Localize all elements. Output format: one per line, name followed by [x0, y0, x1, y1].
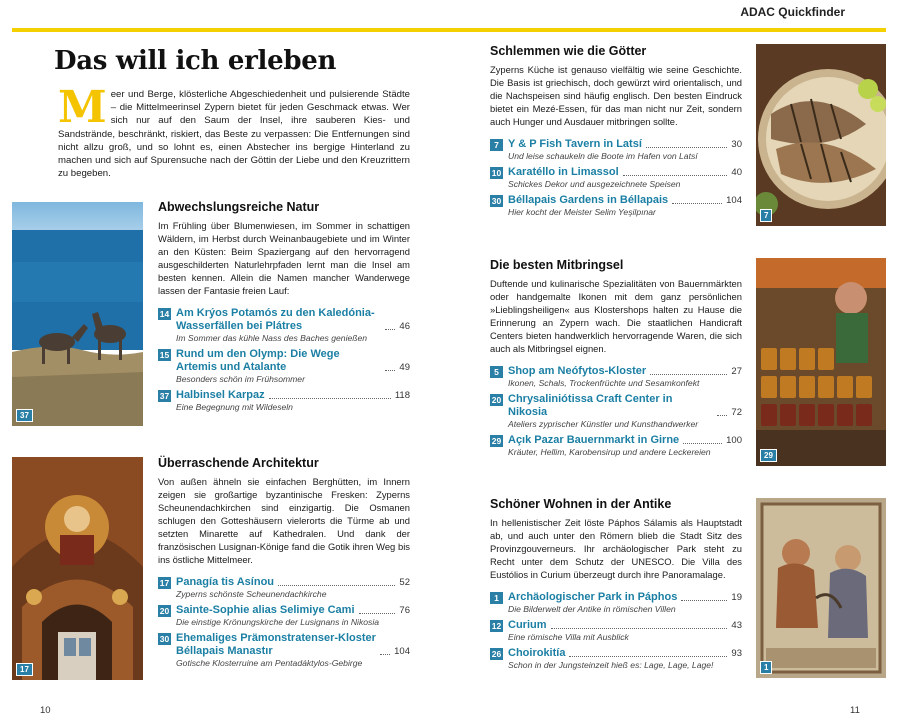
- leader-dots: [681, 600, 727, 601]
- list-item: [490, 647, 742, 671]
- photo-market-stall: [756, 258, 886, 466]
- number-badge: 37: [159, 391, 170, 401]
- photo-mosaic: [756, 498, 886, 678]
- entry-list: [158, 576, 410, 669]
- section-title: Die besten Mitbringsel: [490, 258, 624, 272]
- entry-name: Y & P Fish Tavern in Latsí: [508, 138, 642, 150]
- entry-name: Chrysaliniótissa Craft Center in Nikosia: [508, 393, 673, 418]
- entry-description: Schickes Dekor und ausgezeichnete Speisen: [508, 179, 681, 189]
- list-item: [158, 576, 410, 600]
- page-ref: 19: [731, 592, 742, 603]
- section-text: Zyperns Küche ist genauso vielfältig wie seine Geschichte. Die Basis ist griechisch, doch gewürzt wird orientalisch, und die Nachspeisen sind häufig englisch. Den besten Eindruck bietet ein Mezé-Essen, für das man nicht nur Zeit, sondern auch Hunger und Ausdauer mitbringen sollte.: [490, 64, 742, 127]
- section-antike: [490, 497, 742, 675]
- number-badge: 29: [491, 436, 502, 446]
- list-item: [490, 434, 742, 458]
- page-ref: 104: [394, 646, 410, 657]
- section-schlemmen: [490, 44, 742, 222]
- number-badge: 26: [491, 649, 502, 659]
- section-text: Im Frühling über Blumenwiesen, im Sommer in schattigen Wäldern, im Herbst durch Weinanbaugebiete und im Winter an den Küsten: Beim Spaziergang auf den hervorragend ausgeschilderten Naturlehrpfaden lernt man die Insel am besten kennen. Allein die Namen mancher Wanderwege lassen der Fantasie freien Lauf:: [158, 220, 410, 296]
- number-badge: 14: [159, 309, 170, 319]
- number-badge: 17: [159, 578, 170, 588]
- entry-description: Die einstige Krönungskirche der Lusignans in Nikosia: [176, 617, 380, 627]
- page-number-right: 11: [850, 705, 860, 716]
- page-ref: 43: [731, 620, 742, 631]
- list-item: [158, 604, 410, 628]
- entry-description: Im Sommer das kühle Nass des Baches genießen: [176, 333, 368, 343]
- entry-name: Shop am Neófytos-Kloster: [508, 365, 647, 377]
- page-number-left: 10: [40, 705, 51, 716]
- leader-dots: [359, 613, 396, 614]
- number-badge: 30: [159, 634, 170, 644]
- intro-paragraph: [58, 82, 410, 180]
- list-item: [490, 393, 742, 430]
- photo-number-badge: 1: [760, 661, 772, 674]
- intro-text: eer und Berge, klösterliche Abgeschiedenheit und pulsierende Städte – die Mittelmeerinsel Zypern bietet für jeden Geschmack etwas. Wer sich nur auf den Saum der Insel, ihre sauberen Kies- und Sandstrände, beschränkt, riskiert, das Beste zu verpassen: Die Entfernungen sind nicht allzu groß, und so lohnt es, einen Abstecher ins bergige Hinterland zu machen und sich auf Spurensuche nach der Göttin der Liebe und den Kreuzrittern zu begeben.: [58, 89, 410, 180]
- number-badge: 15: [159, 350, 170, 360]
- page-ref: 72: [731, 407, 742, 418]
- page-ref: 30: [731, 139, 742, 150]
- section-text: In hellenistischer Zeit löste Páphos Sálamis als Hauptstadt ab, und auch unter den Römern blieb die Stadt Sitz des Provinzgouverneurs. Ihr archäologischer Park steht zu Recht unter dem Schutz der UNESCO. Die Villa des Eustólios in Curium überzeugt durch ihre Panoramalage.: [490, 517, 742, 580]
- section-title: Abwechslungsreiche Natur: [158, 200, 320, 214]
- entry-description: Ikonen, Schals, Trockenfrüchte und Sesamkonfekt: [508, 378, 700, 388]
- entry-description: Kräuter, Hellim, Karobensirup und andere Leckereien: [508, 447, 711, 457]
- page-ref: 118: [394, 390, 410, 401]
- entry-name: Choirokitía: [508, 647, 566, 659]
- list-item: [490, 166, 742, 190]
- entry-description: Zyperns schönste Scheunendachkirche: [176, 589, 327, 599]
- entry-list: [490, 138, 742, 218]
- page-ref: 49: [399, 362, 410, 373]
- photo-number-badge: 17: [16, 663, 33, 676]
- dropcap: M: [58, 82, 107, 133]
- entry-name: Béllapais Gardens in Béllapais: [508, 194, 669, 206]
- list-item: [490, 365, 742, 389]
- entry-description: Besonders schön im Frühsommer: [176, 374, 305, 384]
- photo-church-frescoes: [12, 457, 143, 680]
- entry-name: Karatéllo in Limassol: [508, 166, 619, 178]
- section-natur: [158, 200, 410, 417]
- page-ref: 40: [731, 167, 742, 178]
- entry-description: Die Bilderwelt der Antike in römischen Villen: [508, 604, 676, 614]
- number-badge: 7: [490, 139, 503, 151]
- section-text: Von außen ähneln sie einfachen Berghütten, im Innern zeigen sie großartige byzantinische Fresken: Zyperns Scheunendachkirchen sind einzigartig. Die Osmanen schlugen den Gotteshäusern vielerorts die Türme ab und setzten Minarette auf Kathedralen. Und dank der französischen Lusignan-Könige fand die Gotik ihren Weg bis ins östliche Mittelmeer.: [158, 476, 410, 565]
- entry-name: Halbinsel Karpaz: [176, 389, 265, 401]
- entry-name: Archäologischer Park in Páphos: [508, 591, 678, 603]
- leader-dots: [278, 585, 395, 586]
- list-item: [158, 632, 410, 669]
- number-badge: 30: [491, 196, 502, 206]
- section-title: Schlemmen wie die Götter: [490, 44, 647, 58]
- leader-dots: [650, 374, 727, 375]
- section-mitbringsel: [490, 258, 742, 462]
- page-ref: 46: [399, 321, 410, 332]
- number-badge: 12: [491, 621, 502, 631]
- leader-dots: [551, 628, 728, 629]
- photo-number-badge: 37: [16, 409, 33, 422]
- list-item: [158, 307, 410, 344]
- section-title: Überraschende Architektur: [158, 456, 319, 470]
- list-item: [158, 348, 410, 385]
- leader-dots: [717, 415, 727, 416]
- list-item: [158, 389, 410, 413]
- entry-description: Schon in der Jungsteinzeit hieß es: Lage, Lage, Lage!: [508, 660, 714, 670]
- number-badge: 1: [490, 592, 503, 604]
- page-ref: 104: [726, 195, 742, 206]
- entry-list: [158, 307, 410, 413]
- list-item: [490, 138, 742, 162]
- page-ref: 27: [731, 366, 742, 377]
- entry-name: Am Krýos Potamós zu den Kaledónia-Wasserfällen bei Plátres: [176, 307, 375, 332]
- running-header: ADAC Quickfinder: [740, 5, 845, 19]
- leader-dots: [683, 443, 722, 444]
- list-item: [490, 619, 742, 643]
- section-architektur: [158, 456, 410, 673]
- entry-name: Curium: [508, 619, 547, 631]
- entry-name: Panagía tis Asínou: [176, 576, 275, 588]
- leader-dots: [569, 656, 727, 657]
- entry-description: Und leise schaukeln die Boote im Hafen von Latsí: [508, 151, 698, 161]
- page-ref: 93: [731, 648, 742, 659]
- section-title: Schöner Wohnen in der Antike: [490, 497, 672, 511]
- number-badge: 5: [490, 366, 503, 378]
- leader-dots: [269, 398, 391, 399]
- page-ref: 76: [399, 605, 410, 616]
- leader-dots: [646, 147, 728, 148]
- entry-description: Hier kocht der Meister Selim Yeşilpınar: [508, 207, 656, 217]
- number-badge: 20: [159, 606, 170, 616]
- entry-name: Ehemaliges Prämonstratenser-Kloster Béllapais Manastır: [176, 632, 376, 657]
- leader-dots: [380, 654, 390, 655]
- entry-name: Sainte-Sophie alias Selimiye Cami: [176, 604, 355, 616]
- photo-number-badge: 7: [760, 209, 772, 222]
- number-badge: 10: [491, 168, 502, 178]
- page-ref: 100: [726, 435, 742, 446]
- entry-list: [490, 591, 742, 671]
- section-text: Duftende und kulinarische Spezialitäten von Bauernmärkten oder handgemalte Ikonen mit dem ganz persönlichen »Lieblingsheiligen« aus Klostershops halten zu Hause die Erinnerung an Zypern wach. Die staatlichen Handicraft Centers bieten handwerklich hervorragende Waren, die sich auch als Mitbringsel eignen.: [490, 278, 742, 354]
- header-rule: [12, 28, 886, 32]
- leader-dots: [623, 175, 728, 176]
- entry-description: Eine Begegnung mit Wildeseln: [176, 402, 293, 412]
- page-title: Das will ich erleben: [54, 46, 337, 76]
- leader-dots: [385, 370, 395, 371]
- photo-number-badge: 29: [760, 449, 777, 462]
- entry-description: Eine römische Villa mit Ausblick: [508, 632, 629, 642]
- entry-name: Açık Pazar Bauernmarkt in Girne: [508, 434, 680, 446]
- entry-description: Ateliers zyprischer Künstler und Kunsthandwerker: [508, 419, 699, 429]
- entry-name: Rund um den Olymp: Die Wege Artemis und Atalante: [176, 348, 340, 373]
- entry-description: Gotische Klosterruine am Pentadáktylos-Gebirge: [176, 658, 363, 668]
- photo-grilled-fish: [756, 44, 886, 226]
- leader-dots: [672, 203, 722, 204]
- leader-dots: [385, 329, 395, 330]
- page-ref: 52: [399, 577, 410, 588]
- list-item: [490, 591, 742, 615]
- entry-list: [490, 365, 742, 458]
- list-item: [490, 194, 742, 218]
- photo-donkeys-coast: [12, 202, 143, 426]
- number-badge: 20: [491, 395, 502, 405]
